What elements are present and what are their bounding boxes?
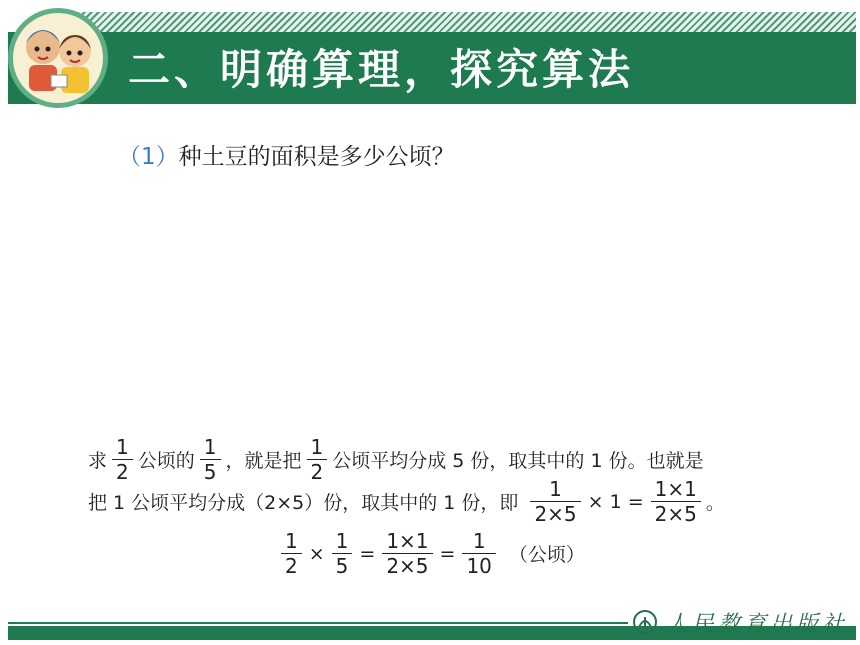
denominator: 2 [116, 460, 129, 484]
equation-line [276, 530, 585, 577]
unit-label: （公顷） [508, 544, 585, 566]
publisher-name: 人民教育出版社 [666, 611, 849, 637]
explanation-line-1 [88, 436, 704, 483]
text-seg: ，就是把 [225, 450, 302, 472]
numerator: 1 [549, 477, 562, 501]
equals-operator: = [359, 542, 376, 565]
page-title: 二、明确算理，探究算法 [128, 45, 635, 94]
numerator: 1×1 [386, 529, 429, 553]
question-number: （1） [118, 144, 179, 170]
times-operator: × [308, 542, 325, 565]
fraction-one-fifth [200, 436, 221, 483]
explanation-line-2 [88, 478, 725, 525]
question [118, 142, 455, 172]
text-seg: 把 1 公顷平均分成（2×5）份，取其中的 1 份，即 [88, 492, 519, 514]
equals-operator: = [439, 542, 456, 565]
numerator: 1 [310, 435, 324, 459]
denominator: 5 [203, 460, 217, 484]
header-hatch-stripe [48, 12, 856, 34]
denominator: 2 [310, 460, 324, 484]
denominator: 10 [466, 554, 492, 578]
numerator: 1 [335, 529, 349, 553]
fraction-one-half [112, 436, 133, 483]
publisher-emblem-icon [632, 609, 658, 635]
denominator: 2×5 [386, 554, 429, 578]
text-seg: 求 [88, 450, 108, 472]
denominator: 2 [285, 554, 298, 578]
footer-rule [8, 622, 628, 624]
numerator: 1×1 [654, 477, 697, 501]
numerator: 1 [116, 435, 129, 459]
question-text: 种土豆的面积是多少公顷？ [178, 144, 455, 170]
numerator: 1 [472, 529, 486, 553]
fraction-1x1-over-2x5 [651, 478, 701, 525]
publisher-mark [632, 606, 848, 638]
numerator: 1 [285, 529, 298, 553]
fraction-one-tenth [462, 530, 495, 577]
text-seg: 公顷平均分成 5 份，取其中的 1 份。也就是 [332, 450, 704, 472]
fraction-one-half [281, 530, 302, 577]
fraction-1x1-over-2x5 [382, 530, 432, 577]
cartoon-kids-logo [8, 8, 108, 108]
operator-times-equals: × 1 = [587, 490, 644, 513]
denominator: 2×5 [654, 502, 697, 526]
numerator: 1 [203, 435, 217, 459]
fraction-one-fifth [332, 530, 353, 577]
fraction-one-over-2x5 [530, 478, 580, 525]
fraction-one-half [307, 436, 328, 483]
denominator: 2×5 [534, 502, 577, 526]
text-seg: 公顷的 [137, 450, 195, 472]
denominator: 5 [335, 554, 349, 578]
text-seg: 。 [705, 492, 725, 514]
